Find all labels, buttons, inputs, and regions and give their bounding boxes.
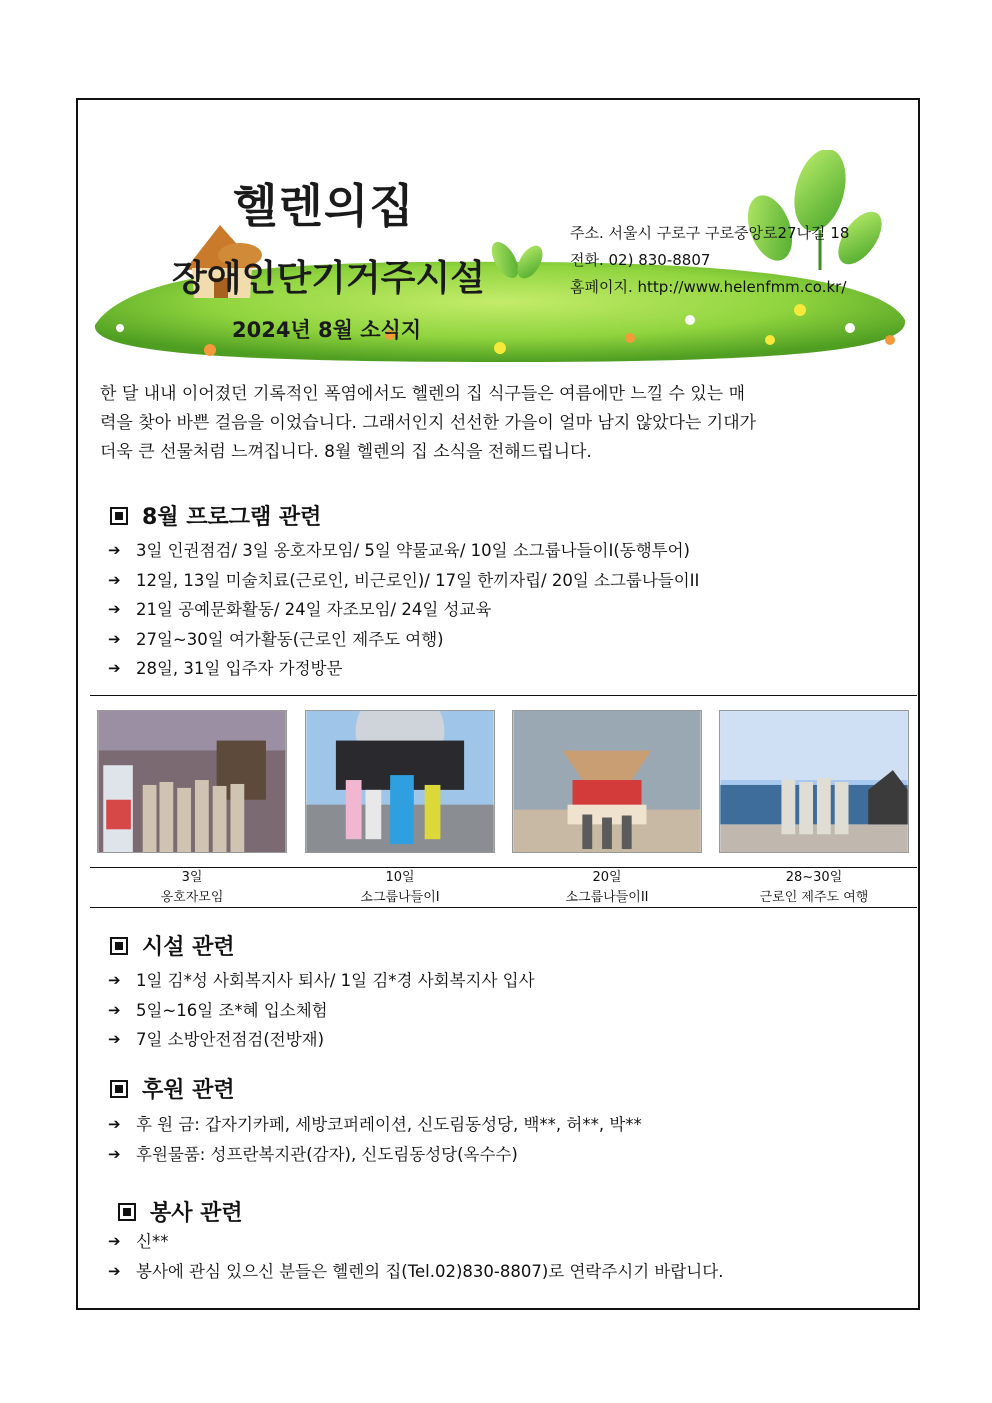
photo-caption: [305, 868, 495, 908]
caption-label: 근로인 제주도 여행: [759, 890, 869, 905]
address-text: 주소. 서울시 구로구 구로중앙로27나길 18: [570, 224, 850, 242]
list-item: [108, 966, 535, 996]
list-item-text: 28일, 31일 입주자 가정방문: [136, 659, 343, 678]
list-item: [108, 536, 699, 566]
square-bullet-icon: [118, 1203, 136, 1221]
facility-heading-text: 시설 관련: [142, 935, 235, 960]
volunteer-heading-text: 봉사 관련: [150, 1201, 243, 1226]
list-item: [108, 595, 699, 625]
list-item-text: 7일 소방안전점검(전방재): [136, 1030, 325, 1049]
volunteer-heading: [118, 1196, 243, 1227]
list-item-text: 후원물품: 성프란복지관(감자), 신도림동성당(옥수수): [136, 1144, 518, 1164]
list-item: [108, 625, 699, 655]
photo-caption: [719, 868, 909, 908]
list-item-text: 5일~16일 조*혜 입소체험: [136, 1000, 328, 1020]
caption-label: 소그룹나들이II: [565, 890, 649, 905]
arrow-right-icon: ➔: [108, 659, 121, 677]
issue-date: 2024년 8월 소식지: [232, 318, 422, 342]
program-heading-text: 8월 프로그램 관련: [142, 505, 322, 530]
list-item-text: 후 원 금: 갑자기카페, 세방코퍼레이션, 신도림동성당, 백**, 허**, 박**: [136, 1115, 642, 1134]
sponsor-heading-text: 후원 관련: [142, 1078, 235, 1103]
arrow-right-icon: ➔: [108, 1115, 121, 1133]
list-item-text: 봉사에 관심 있으신 분들은 헬렌의 집(Tel.02)830-8807)로 연락주시기 바랍니다.: [136, 1261, 724, 1281]
page-subtitle: 장애인단기거주시설: [172, 258, 485, 299]
intro-line: 한 달 내내 이어졌던 기록적인 폭염에서도 헬렌의 집 식구들은 여름에만 느낄 수 있는 매: [100, 384, 746, 404]
square-bullet-icon: [110, 507, 128, 525]
list-item: [108, 1227, 723, 1257]
list-item: [108, 1025, 535, 1055]
arrow-right-icon: ➔: [108, 629, 121, 648]
photo-caption: [97, 868, 287, 908]
photo-1: [97, 710, 287, 853]
photo-3: [512, 710, 702, 853]
photo-caption: [512, 868, 702, 908]
list-item: [108, 1257, 723, 1287]
list-item-text: 3일 인권점검/ 3일 옹호자모임/ 5일 약물교육/ 10일 소그룹나들이I(동행투어): [136, 541, 690, 560]
caption-label: 소그룹나들이I: [360, 890, 440, 905]
program-list: [108, 536, 699, 684]
phone-text: 전화. 02) 830-8807: [570, 251, 711, 269]
arrow-right-icon: ➔: [108, 541, 121, 559]
volunteer-list: [108, 1227, 723, 1286]
caption-date: 10일: [385, 870, 415, 885]
list-item: [108, 996, 535, 1026]
divider: [90, 907, 917, 908]
intro-paragraph: [100, 380, 892, 467]
caption-date: 3일: [181, 870, 203, 885]
list-item: [108, 1110, 642, 1140]
arrow-right-icon: ➔: [108, 600, 121, 618]
list-item: [108, 566, 699, 596]
photo-2: [305, 710, 495, 853]
arrow-right-icon: ➔: [108, 1232, 121, 1250]
intro-line: 더욱 큰 선물처럼 느껴집니다. 8월 헬렌의 집 소식을 전해드립니다.: [100, 442, 592, 462]
intro-line: 력을 찾아 바쁜 걸음을 이었습니다. 그래서인지 선선한 가을이 얼마 남지 않았다는 기대가: [100, 413, 757, 433]
arrow-right-icon: ➔: [108, 971, 121, 989]
list-item-text: 1일 김*성 사회복지사 퇴사/ 1일 김*경 사회복지사 입사: [136, 971, 535, 990]
arrow-right-icon: ➔: [108, 1261, 121, 1280]
caption-label: 옹호자모임: [160, 890, 224, 905]
square-bullet-icon: [110, 937, 128, 955]
facility-list: [108, 966, 535, 1055]
caption-date: 28~30일: [785, 870, 843, 885]
page-title: 헬렌의집: [233, 179, 415, 233]
contact-block: [570, 220, 849, 301]
photo-4: [719, 710, 909, 853]
sponsor-list: [108, 1110, 642, 1169]
square-bullet-icon: [110, 1080, 128, 1098]
arrow-right-icon: ➔: [108, 1030, 121, 1048]
list-item-text: 12일, 13일 미술치료(근로인, 비근로인)/ 17일 한끼자립/ 20일 소그룹나들이II: [136, 570, 700, 590]
list-item-text: 21일 공예문화활동/ 24일 자조모임/ 24일 성교육: [136, 600, 492, 619]
list-item: [108, 654, 699, 684]
homepage-link[interactable]: 홈페이지. http://www.helenfmm.co.kr/: [570, 278, 847, 296]
arrow-right-icon: ➔: [108, 570, 121, 589]
sponsor-heading: [110, 1073, 235, 1104]
program-heading: [110, 500, 321, 531]
caption-date: 20일: [592, 870, 622, 885]
list-item: [108, 1140, 642, 1170]
list-item-text: 27일~30일 여가활동(근로인 제주도 여행): [136, 629, 444, 649]
list-item-text: 신**: [136, 1232, 169, 1251]
arrow-right-icon: ➔: [108, 1144, 121, 1163]
arrow-right-icon: ➔: [108, 1000, 121, 1019]
divider: [90, 695, 917, 696]
facility-heading: [110, 930, 235, 961]
